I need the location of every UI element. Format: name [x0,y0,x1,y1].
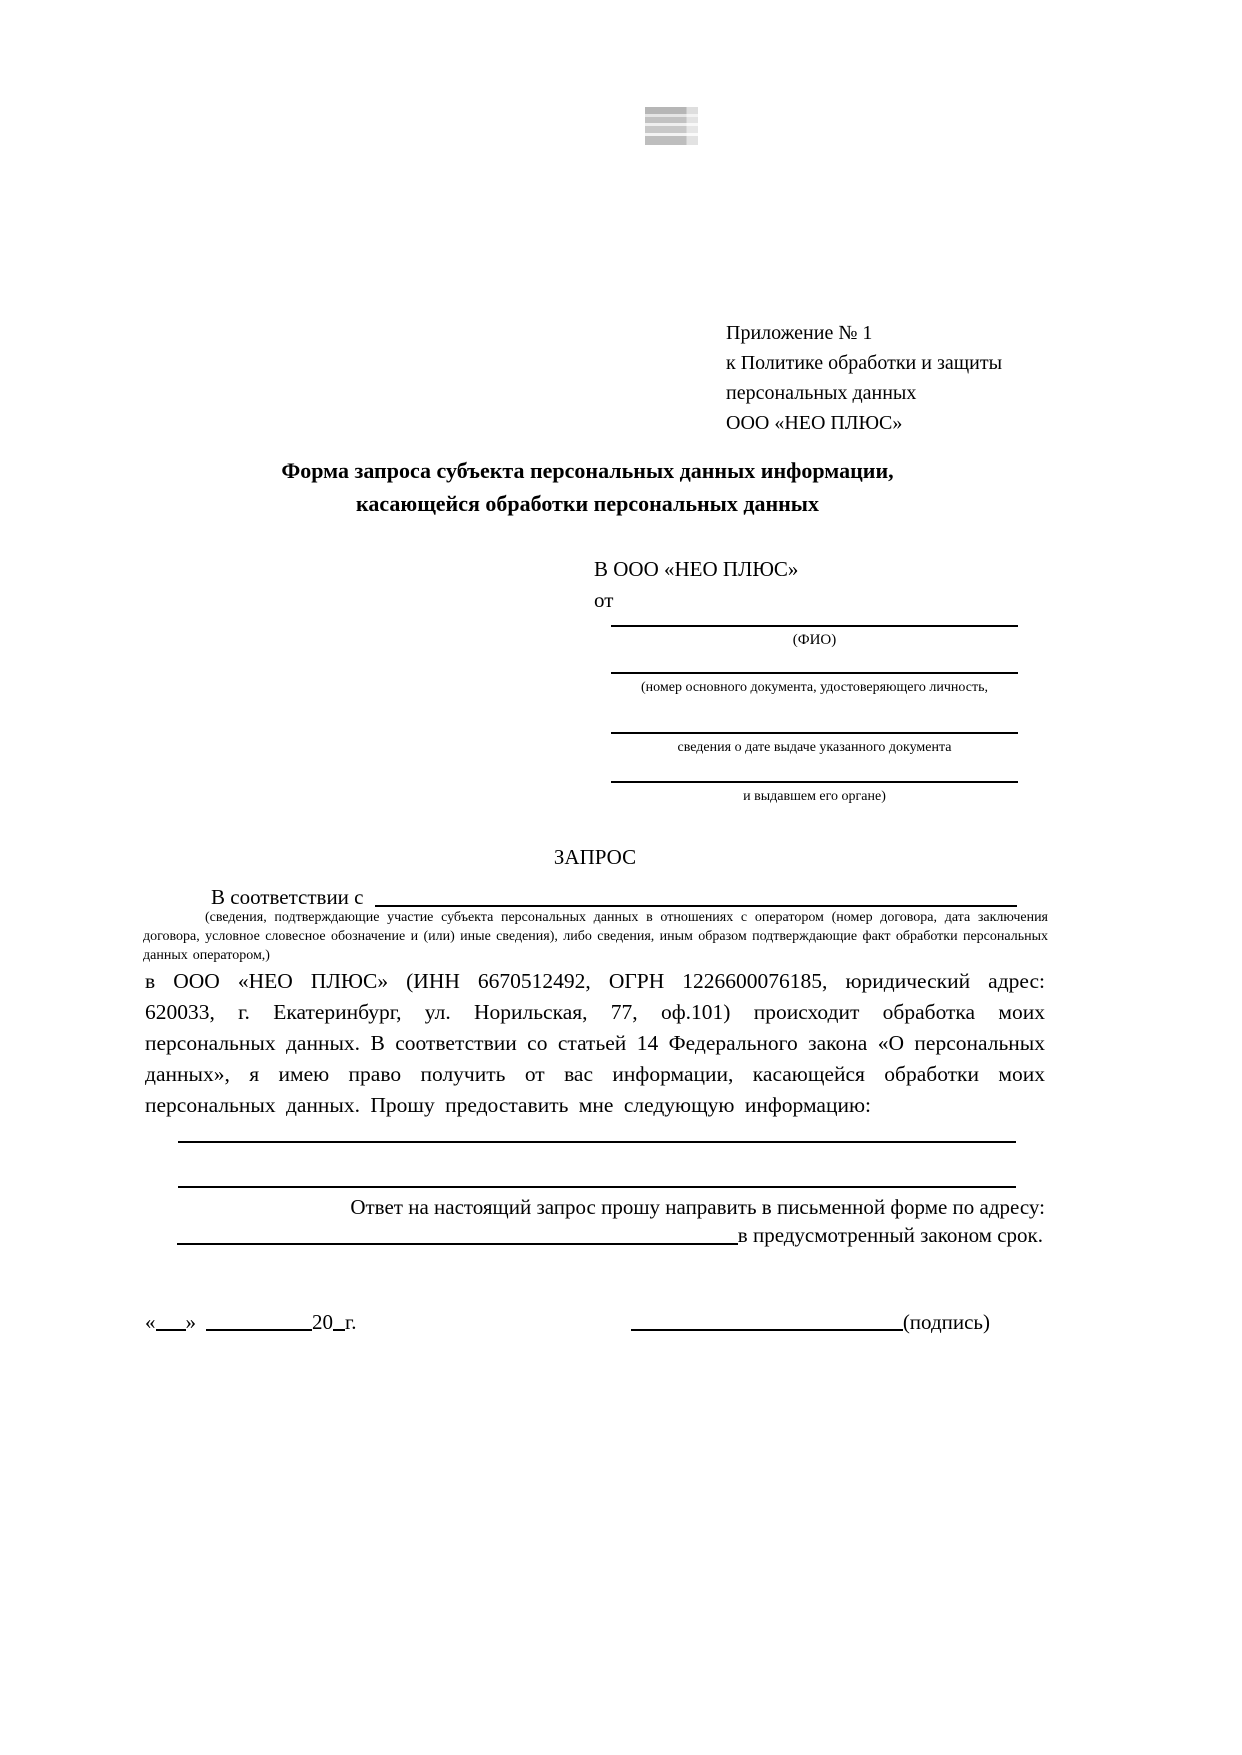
addressee-from-label: от [594,588,614,612]
answer-instruction: Ответ на настоящий запрос прошу направить в письменной форме по адресу: [350,1195,1045,1219]
fio-field-line [611,625,1018,627]
basis-label: В соответствии с [211,885,369,909]
address-field-line [177,1243,738,1245]
document-title [145,454,1030,520]
date-month-line [206,1317,312,1331]
info-field-line-2 [178,1186,1016,1188]
appendix-line-1: Приложение № 1 [726,322,873,344]
doc-date-caption: сведения о дате выдаче указанного документа [677,740,952,755]
request-heading: ЗАПРОС [553,845,637,869]
appendix-line-2: к Политике обработки и защиты [726,352,1003,374]
appendix-block [726,318,1002,438]
document-title-line-2: касающейся обработки персональных данных [356,491,819,516]
doc-issuer-caption: и выдавшем его органе) [743,789,886,804]
date-quote-close: » [185,1310,196,1334]
doc-date-field-line [611,732,1018,734]
doc-number-field-line [611,672,1018,674]
appendix-line-3: персональных данных [726,382,917,404]
body-paragraph: в ООО «НЕО ПЛЮС» (ИНН 6670512492, ОГРН 1226600076185, юридический адрес: 620033, г. Екатеринбург, ул. Норильская, 77, оф.101) происходит обработка моих персональных данных. В соответствии со статьей 14 Федерального закона «О персональных данных», я имею право получить от вас информации, касающейся обработки моих персональных данных. Прошу предоставить мне следующую информацию: [145,969,1045,1117]
signature-line [631,1317,903,1331]
address-row [177,1221,1043,1249]
doc-number-caption: (номер основного документа, удостоверяющего личность, [641,680,988,695]
company-logo-image [645,107,698,145]
fine-print-note: (сведения, подтверждающие участие субъекта персональных данных в отношениях с оператором (номер договора, дата заключения договора, условное словесное обозначение и (или) иные сведения), либо сведения, иным образом подтверждающие факт обработки персональных данных оператором,) [143,910,1048,963]
term-text: в предусмотренный законом срок. [737,1223,1043,1247]
addressee-block [594,554,798,616]
doc-issuer-field-line [611,781,1018,783]
date-quote-open: « [145,1310,156,1334]
appendix-line-4: ООО «НЕО ПЛЮС» [726,412,903,434]
basis-row [145,884,1017,911]
date-year-prefix: 20 [312,1310,333,1334]
signature-caption: (подпись) [902,1310,990,1334]
fio-caption: (ФИО) [792,632,837,648]
document-title-line-1: Форма запроса субъекта персональных данных информации, [281,458,894,483]
addressee-to: В ООО «НЕО ПЛЮС» [594,557,799,581]
info-field-line-1 [178,1141,1016,1143]
date-year-line [333,1317,345,1331]
signature-field [631,1308,990,1336]
date-field [145,1308,357,1336]
date-year-suffix: г. [345,1310,357,1334]
signature-row [145,1308,990,1336]
basis-field-line [375,905,1017,907]
date-day-line [156,1317,186,1331]
